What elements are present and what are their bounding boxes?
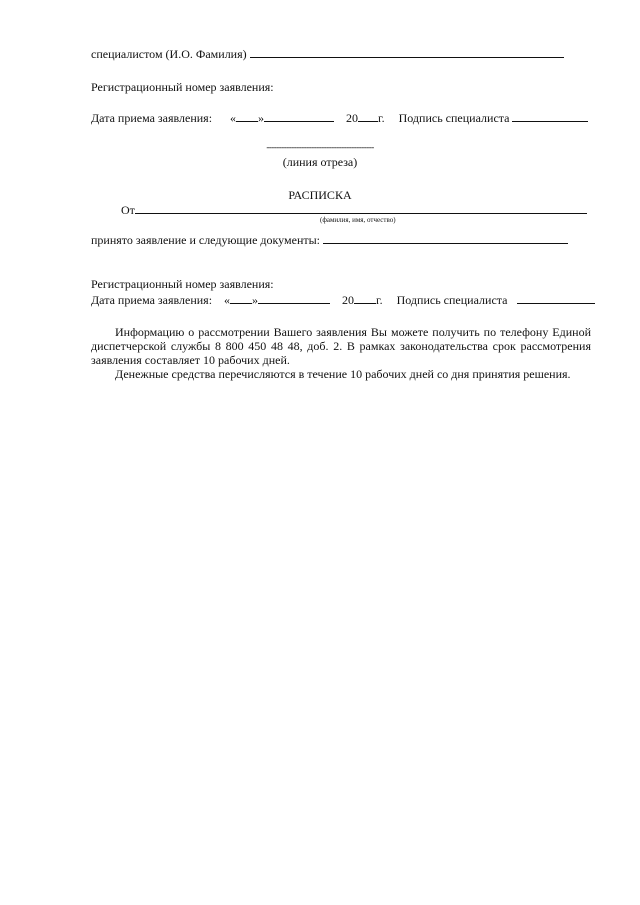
accepted-label: принято заявление и следующие документы: <box>91 233 321 247</box>
reg-number-label-receipt: Регистрационный номер заявления: <box>91 277 274 291</box>
date-label: Дата приема заявления: <box>91 293 213 307</box>
cut-label: (линия отреза) <box>282 155 358 169</box>
from-label: От <box>121 203 135 217</box>
day-blank[interactable] <box>236 110 258 122</box>
year-prefix: 20 <box>346 111 359 125</box>
signature-label: Подпись специалиста <box>396 293 508 307</box>
signature-label: Подпись специалиста <box>398 111 510 125</box>
specialist-blank[interactable] <box>250 46 564 58</box>
year-blank[interactable] <box>358 110 378 122</box>
year-prefix: 20 <box>342 293 355 307</box>
quote-open: « <box>224 293 231 307</box>
accepted-row <box>91 232 568 247</box>
day-blank[interactable] <box>230 292 252 304</box>
quote-open: « <box>230 111 237 125</box>
from-hint: (фамилия, имя, отчество) <box>320 216 396 224</box>
reg-number-label-top: Регистрационный номер заявления: <box>91 80 274 94</box>
info-paragraph-2: Денежные средства перечисляются в течение 10 рабочих дней со дня принятия решения. <box>115 367 571 381</box>
quote-close: » <box>258 111 265 125</box>
year-suffix: г. <box>378 111 385 125</box>
quote-close: » <box>252 293 259 307</box>
receipt-title: РАСПИСКА <box>288 188 352 202</box>
signature-blank[interactable] <box>517 292 595 304</box>
year-suffix: г. <box>376 293 383 307</box>
cut-line: ------------------------------------------- <box>266 142 374 152</box>
date-label: Дата приема заявления: <box>91 111 213 125</box>
specialist-row <box>91 46 564 61</box>
documents-blank[interactable] <box>323 232 568 244</box>
year-blank[interactable] <box>354 292 376 304</box>
date-row-receipt <box>91 292 595 307</box>
signature-blank[interactable] <box>512 110 588 122</box>
month-blank[interactable] <box>258 292 330 304</box>
info-block <box>91 325 591 381</box>
month-blank[interactable] <box>264 110 334 122</box>
info-paragraph-1: Информацию о рассмотрении Вашего заявления Вы можете получить по телефону Единой диспетчерской службы 8 800 450 48 48, доб. 2. В рамках законодательства срок рассмотрения заявления составляет 10 рабочих дней. <box>91 325 591 367</box>
specialist-label: специалистом (И.О. Фамилия) <box>91 47 247 61</box>
date-row-top <box>91 110 588 125</box>
